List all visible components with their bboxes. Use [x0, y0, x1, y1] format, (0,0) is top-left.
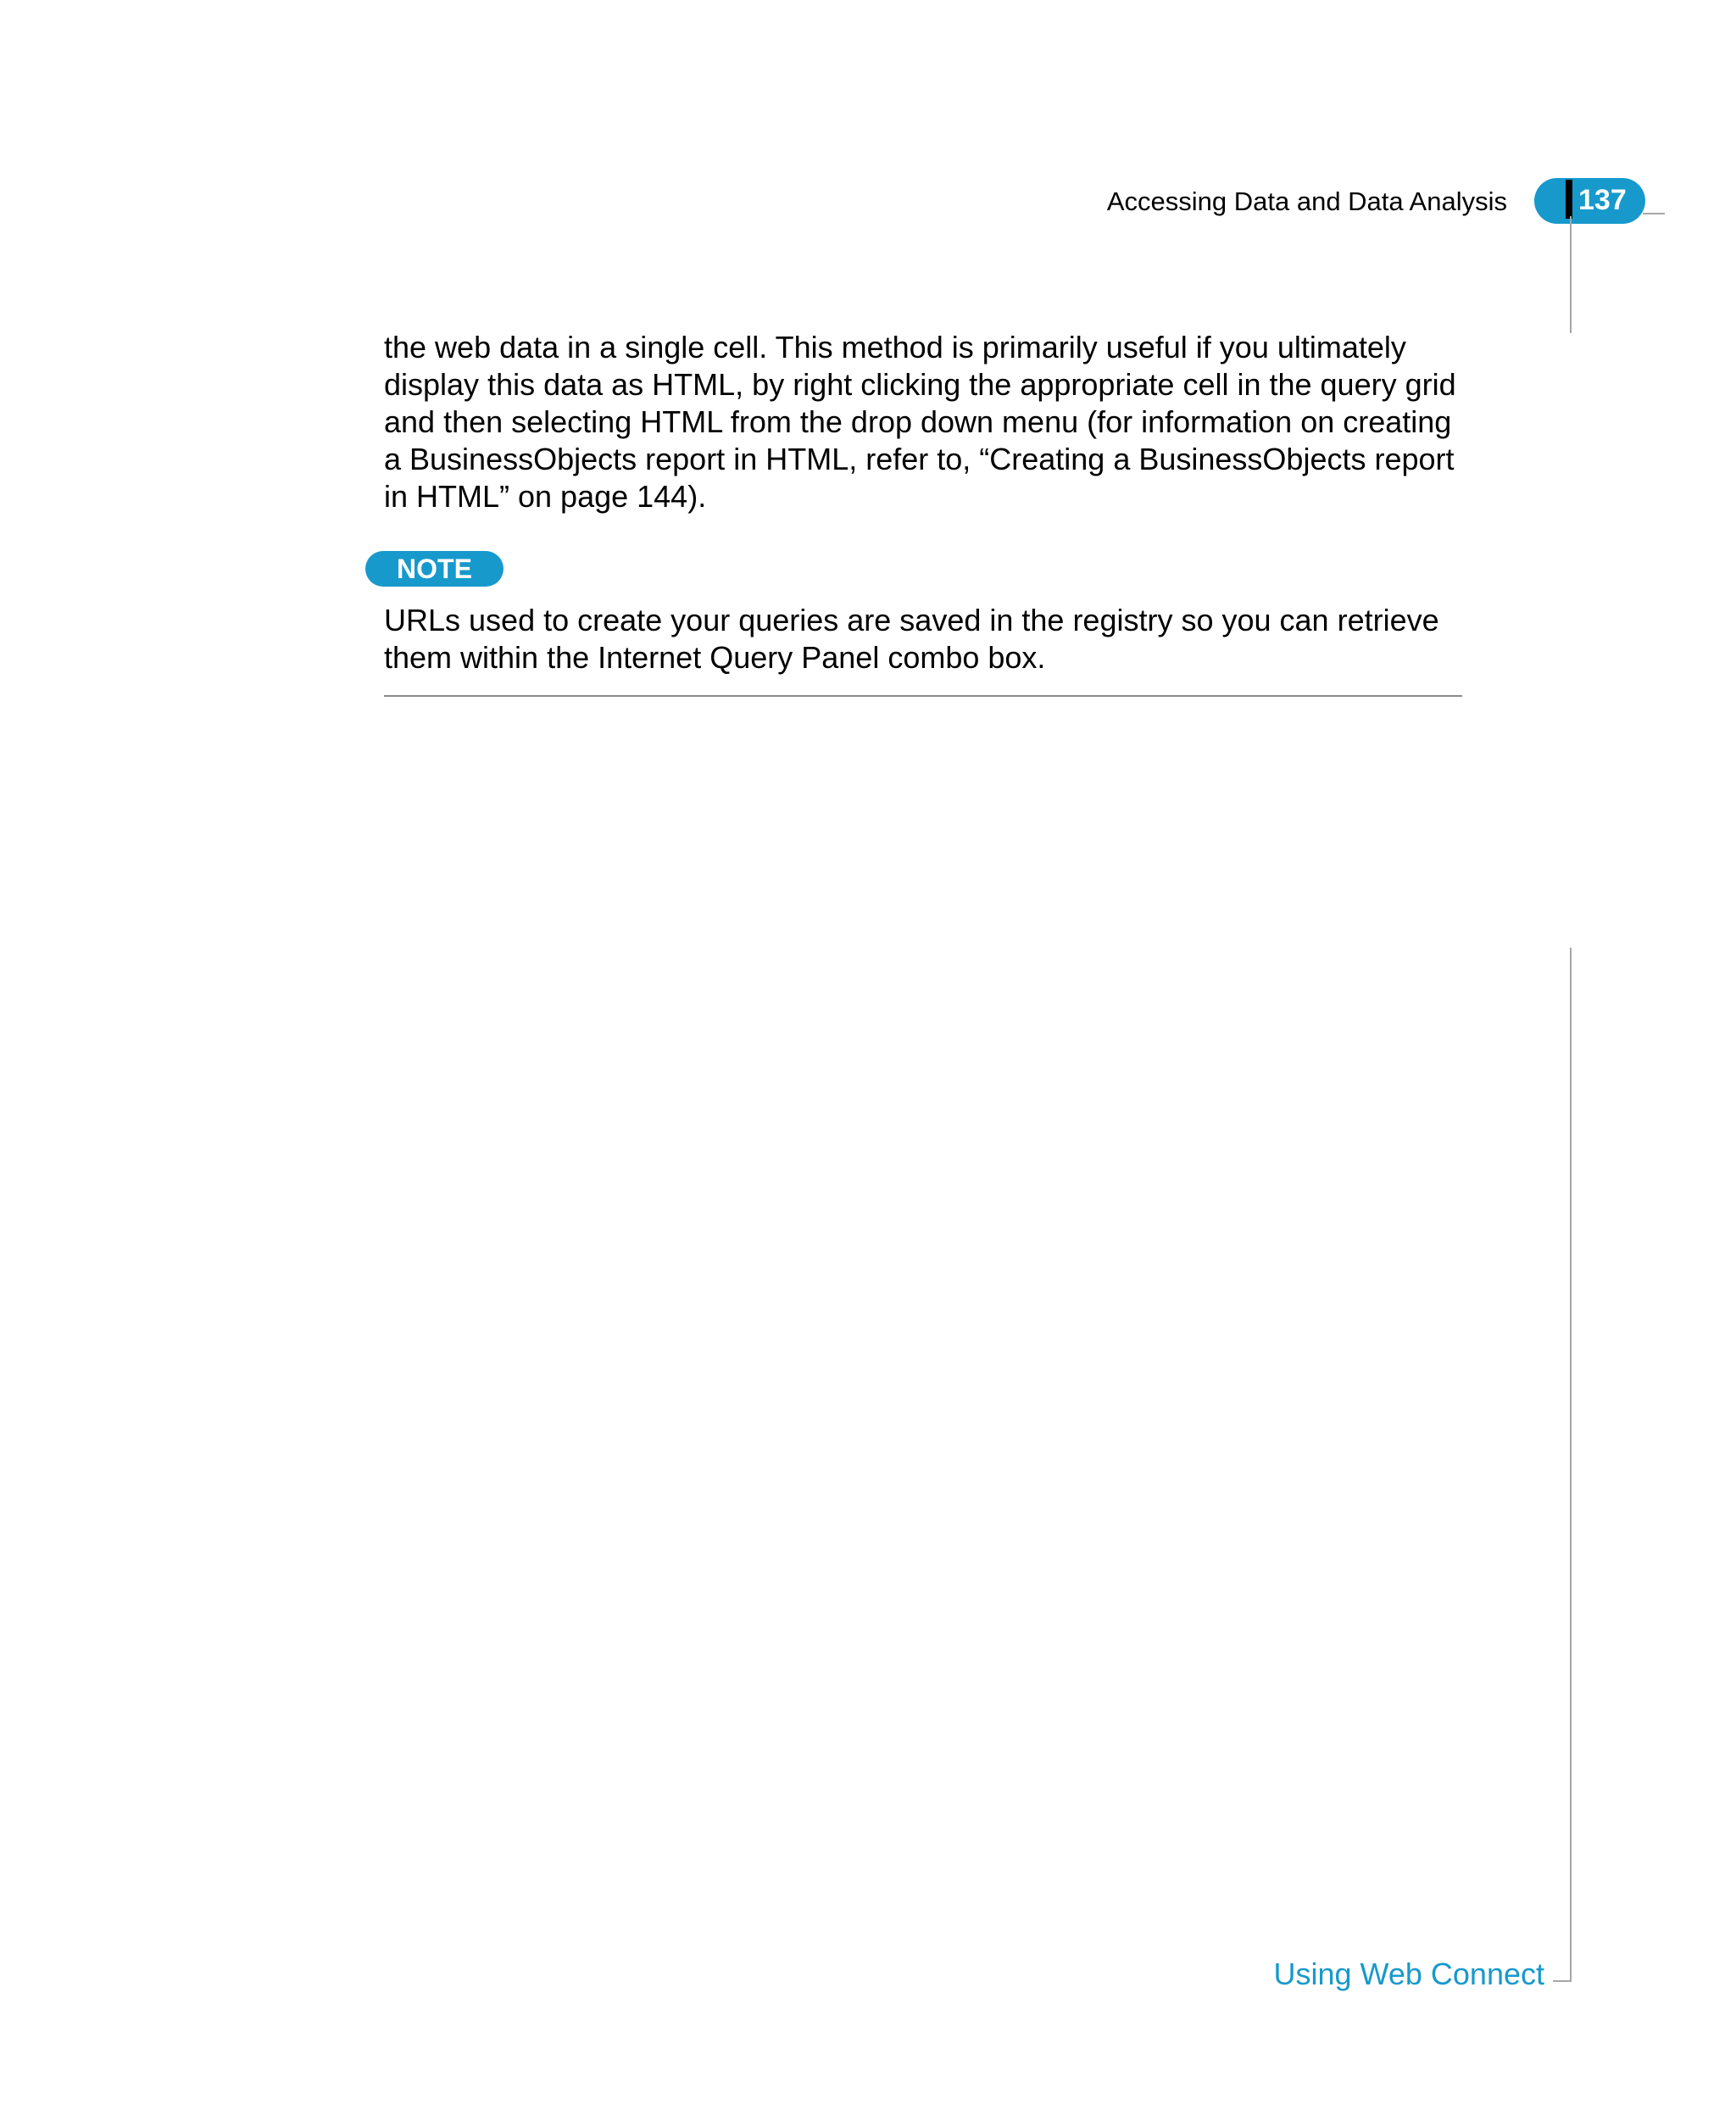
header-tab-rule [1643, 213, 1665, 214]
note-text: URLs used to create your queries are saved in the registry so you can retrieve them within the Internet Query Panel combo box. [384, 603, 1439, 675]
running-footer-title: Using Web Connect [1273, 1956, 1544, 1991]
running-header-title: Accessing Data and Data Analysis [1106, 186, 1507, 216]
note-divider [384, 695, 1462, 697]
margin-rule-bottom [1570, 948, 1572, 1982]
margin-rule-top [1570, 216, 1572, 333]
footer-rule-tick [1553, 1980, 1572, 1982]
page-tab-marker [1566, 180, 1572, 219]
note-badge: NOTE [365, 551, 504, 587]
page-number: 137 [1578, 184, 1627, 216]
body-paragraph: the web data in a single cell. This method is primarily useful if you ultimately display this data as HTML, by right clicking the appropriate cell in the query grid and then selecting HTML from the drop down menu (for information on creating a BusinessObjects report in HTML, refer to, “Creating a BusinessObjects report in HTML” on page 144). [384, 330, 1456, 514]
